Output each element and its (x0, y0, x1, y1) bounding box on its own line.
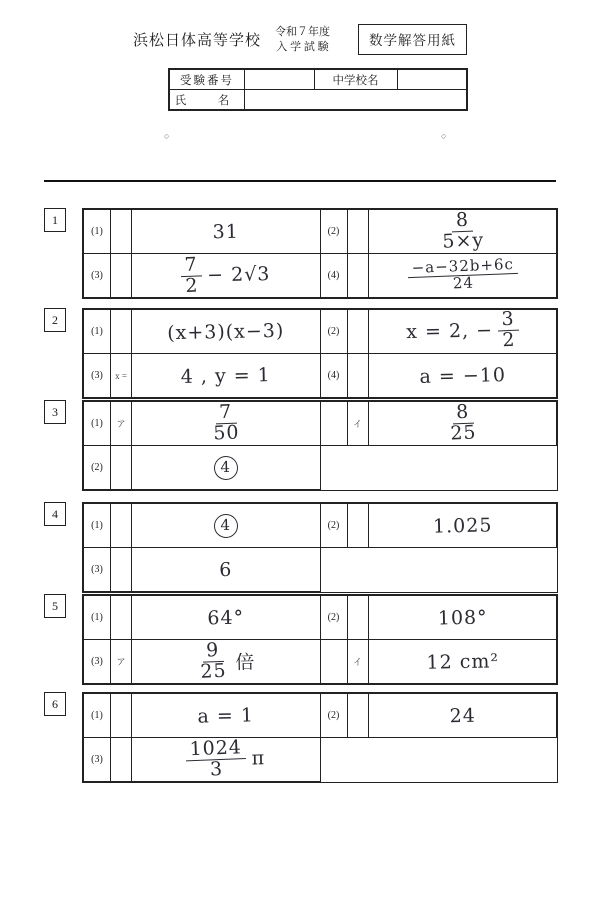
answer-cell[interactable]: $\frac{8}{25}$ (368, 402, 557, 446)
answer-cell[interactable]: x = 2, − $\frac{3}{2}$ (368, 310, 557, 354)
answer-grid (82, 308, 558, 399)
student-name-field[interactable] (245, 90, 467, 110)
answer-cell[interactable]: 4 (132, 504, 321, 548)
table-row (84, 640, 557, 684)
answer-label: (2) (320, 210, 347, 254)
answer-sublabel (111, 694, 132, 738)
table-row (84, 210, 557, 254)
sheet-title: 数学解答用紙 (358, 24, 467, 55)
answer-sublabel (111, 446, 132, 490)
school-name-label: 中学校名 (314, 70, 397, 90)
registration-dot-left: ○ (164, 131, 170, 141)
empty-cell (320, 738, 347, 782)
answer-grid (82, 692, 558, 783)
answer-cell[interactable]: 108° (368, 596, 557, 640)
question-number: 6 (44, 692, 66, 716)
answer-sublabel (111, 310, 132, 354)
table-row (84, 354, 557, 398)
answer-label: (1) (84, 402, 111, 446)
answer-grid (82, 208, 558, 299)
answer-grid (82, 400, 558, 491)
answer-cell[interactable]: 24 (368, 694, 557, 738)
answer-label: (1) (84, 504, 111, 548)
exam-number-label: 受験番号 (170, 70, 245, 90)
answer-label: (1) (84, 210, 111, 254)
answer-sublabel: イ (347, 402, 368, 446)
empty-cell (320, 446, 347, 490)
answer-sublabel (347, 210, 368, 254)
answer-sublabel (111, 738, 132, 782)
exam-year-line2: 入 学 試 験 (276, 40, 329, 53)
answer-label: (2) (320, 504, 347, 548)
answer-sublabel: x = (111, 354, 132, 398)
table-row (84, 504, 557, 548)
answer-cell[interactable]: a = −10 (368, 354, 557, 398)
answer-sublabel (111, 254, 132, 298)
registration-dot-right: ○ (441, 131, 447, 141)
answer-label: (4) (320, 354, 347, 398)
answer-sublabel (347, 596, 368, 640)
exam-year-line1: 令和７年度 (275, 25, 330, 38)
answer-sublabel (347, 354, 368, 398)
answer-label: (3) (84, 354, 111, 398)
answer-cell[interactable]: $\frac{7}{50}$ (132, 402, 321, 446)
answer-cell[interactable]: a = 1 (132, 694, 321, 738)
empty-cell (320, 548, 347, 592)
answer-label (320, 402, 347, 446)
school-name-field[interactable] (397, 70, 467, 90)
answer-cell[interactable]: $\frac{-a-32b+6c}{24}$ (368, 254, 557, 298)
answer-label (320, 640, 347, 684)
table-row (84, 402, 557, 446)
answer-cell[interactable]: (x+3)(x−3) (132, 310, 321, 354)
answer-label: (3) (84, 254, 111, 298)
table-row (84, 738, 557, 782)
answer-sublabel (111, 504, 132, 548)
answer-label: (2) (84, 446, 111, 490)
answer-sublabel (111, 548, 132, 592)
answer-sublabel (347, 694, 368, 738)
table-row (84, 548, 557, 592)
header-divider (44, 180, 556, 182)
answer-grid (82, 594, 558, 685)
answer-label: (1) (84, 310, 111, 354)
answer-label: (1) (84, 694, 111, 738)
answer-cell[interactable]: 64° (132, 596, 321, 640)
answer-label: (3) (84, 738, 111, 782)
table-row (84, 596, 557, 640)
answer-cell[interactable]: 12 cm² (368, 640, 557, 684)
answer-label: (2) (320, 596, 347, 640)
school-name: 浜松日体高等学校 (132, 33, 261, 49)
answer-cell[interactable]: 4 (132, 446, 321, 490)
table-row (170, 70, 467, 90)
answer-sublabel (347, 254, 368, 298)
answer-cell[interactable]: 31 (132, 210, 321, 254)
answer-cell[interactable]: $\frac{8}{5\times y}$ (368, 210, 557, 254)
answer-cell[interactable]: $\frac{9}{25}$ 倍 (132, 640, 321, 684)
answer-sublabel: ア (111, 640, 132, 684)
answer-label: (4) (320, 254, 347, 298)
question-number: 3 (44, 400, 66, 424)
answer-sublabel (347, 504, 368, 548)
student-name-label: 氏 名 (170, 90, 245, 110)
answer-cell[interactable]: $\frac{1024}{3}$ π (132, 738, 321, 782)
answer-label: (2) (320, 694, 347, 738)
question-number: 5 (44, 594, 66, 618)
answer-sublabel (347, 310, 368, 354)
answer-sublabel (111, 596, 132, 640)
sheet-header (0, 24, 600, 55)
identification-table (168, 68, 468, 111)
table-row (84, 310, 557, 354)
answer-label: (3) (84, 640, 111, 684)
answer-sublabel: ア (111, 402, 132, 446)
answer-label: (2) (320, 310, 347, 354)
answer-cell[interactable]: 1.025 (368, 504, 557, 548)
answer-label: (3) (84, 548, 111, 592)
answer-sublabel (111, 210, 132, 254)
table-row (170, 90, 467, 110)
answer-sublabel: イ (347, 640, 368, 684)
table-row (84, 254, 557, 298)
exam-year (275, 25, 330, 55)
answer-label: (1) (84, 596, 111, 640)
question-number: 4 (44, 502, 66, 526)
answer-cell[interactable]: 6 (132, 548, 321, 592)
answer-grid (82, 502, 558, 593)
exam-number-field[interactable] (245, 70, 315, 90)
table-row (84, 446, 557, 490)
question-number: 2 (44, 308, 66, 332)
table-row (84, 694, 557, 738)
question-number: 1 (44, 208, 66, 232)
answer-cell[interactable]: $\frac{7}{2}$ − 2√3 (132, 254, 321, 298)
answer-cell[interactable]: 4 , y = 1 (132, 354, 321, 398)
